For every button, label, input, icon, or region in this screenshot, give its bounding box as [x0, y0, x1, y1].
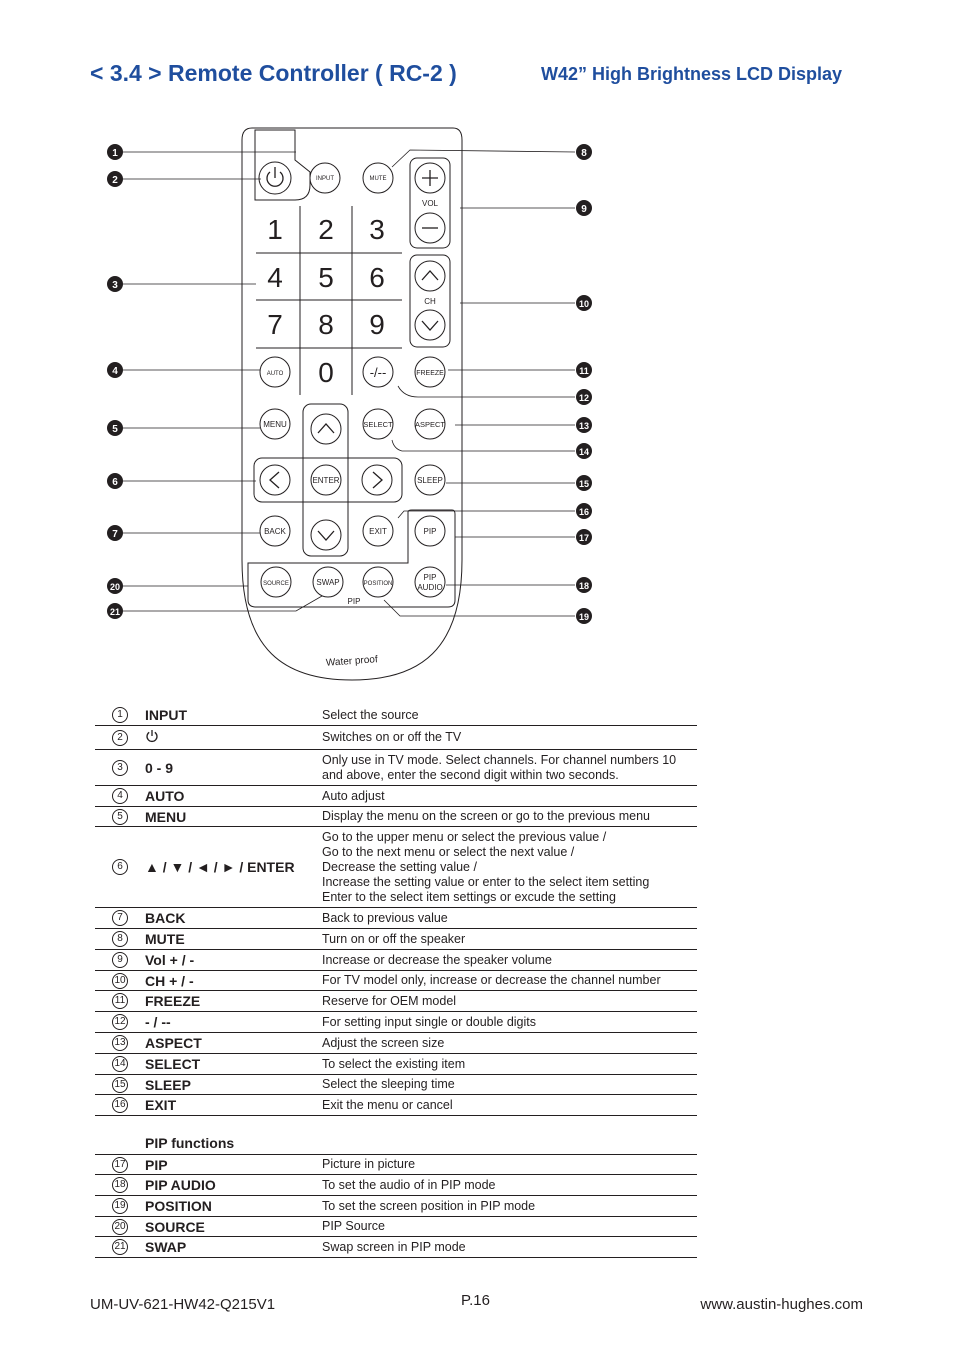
- ch-label: CH: [424, 297, 436, 306]
- button-description: [322, 830, 697, 905]
- aspect-label: ASPECT: [414, 420, 446, 429]
- description-line: For TV model only, increase or decrease the channel number: [322, 973, 661, 987]
- table-row: [95, 1054, 697, 1075]
- button-description: [322, 1077, 697, 1092]
- table-row: [95, 1237, 697, 1258]
- description-line: To select the existing item: [322, 1056, 466, 1071]
- button-function-table: [95, 705, 697, 1116]
- number-circle: 3: [112, 760, 128, 776]
- description-line: and above, enter the second digit within two seconds.: [322, 767, 619, 782]
- button-description: [322, 1240, 697, 1255]
- row-number: [95, 1239, 145, 1255]
- description-line: Decrease the setting value /: [322, 859, 477, 874]
- row-number: [95, 707, 145, 723]
- description-line: Picture in picture: [322, 1157, 416, 1171]
- button-name: MUTE: [145, 931, 185, 947]
- description-line: PIP Source: [322, 1219, 386, 1233]
- description-line: Display the menu on the screen or go to the previous menu: [322, 809, 650, 823]
- number-circle: 20: [112, 1219, 128, 1235]
- source-label: SOURCE: [263, 581, 289, 587]
- digit-0: 0: [318, 357, 334, 388]
- button-description: [322, 753, 697, 783]
- callout-markers: [107, 144, 592, 624]
- swap-label: SWAP: [316, 578, 340, 587]
- button-description: [322, 809, 697, 824]
- pip-function-table: [95, 1154, 697, 1258]
- left-button: [260, 465, 290, 495]
- table-row: [95, 786, 697, 807]
- number-circle: 5: [112, 809, 128, 825]
- position-label: POSITION: [363, 581, 393, 587]
- table-row: [95, 705, 697, 726]
- row-number: [95, 1077, 145, 1093]
- callout-12: 12: [578, 393, 590, 403]
- power-icon: [145, 729, 322, 746]
- back-label: BACK: [264, 527, 286, 536]
- callout-3: 3: [112, 280, 118, 291]
- row-number: [95, 760, 145, 776]
- exit-label: EXIT: [369, 527, 387, 536]
- description-line: To set the audio of in PIP mode: [322, 1177, 496, 1192]
- button-name: BACK: [145, 910, 186, 926]
- callout-18: 18: [578, 581, 590, 591]
- number-circle: 9: [112, 952, 128, 968]
- button-name: MENU: [145, 808, 187, 825]
- description-line: Only use in TV mode. Select channels. For channel numbers 10: [322, 752, 677, 767]
- button-description: [322, 1036, 697, 1051]
- button-name: SWAP: [145, 1239, 187, 1255]
- table-row: [95, 950, 697, 971]
- button-description: [322, 789, 697, 804]
- pip-audio-label-1: PIP: [423, 573, 437, 582]
- description-line: Increase or decrease the speaker volume: [322, 952, 552, 967]
- table-row: [95, 1217, 697, 1237]
- ch-down-button: [415, 310, 445, 340]
- number-circle: 10: [112, 973, 128, 989]
- digit-4: 4: [267, 262, 283, 293]
- button-name: EXIT: [145, 1097, 177, 1113]
- description-line: Go to the next menu or select the next value /: [322, 844, 575, 859]
- button-description: [322, 911, 697, 926]
- doc-id: UM-UV-621-HW42-Q215V1: [90, 1296, 276, 1313]
- description-line: Adjust the screen size: [322, 1035, 445, 1050]
- button-name: PIP AUDIO: [145, 1177, 216, 1193]
- description-line: Go to the upper menu or select the previous value /: [322, 829, 607, 844]
- callout-17: 17: [578, 533, 590, 543]
- row-number: [95, 1157, 145, 1173]
- digit-9: 9: [369, 309, 385, 340]
- up-button: [311, 414, 341, 444]
- row-number: [95, 1014, 145, 1030]
- description-line: Increase the setting value or enter to the select item setting: [322, 874, 650, 889]
- table-row: [95, 827, 697, 908]
- button-description: [322, 1199, 697, 1214]
- sleep-label: SLEEP: [417, 476, 443, 485]
- callout-14: 14: [578, 447, 590, 457]
- button-description: [322, 708, 697, 723]
- button-name: PIP: [145, 1156, 168, 1173]
- digit-6: 6: [369, 262, 385, 293]
- table-row: [95, 1196, 697, 1217]
- table-row: [95, 750, 697, 786]
- button-name: ASPECT: [145, 1035, 202, 1051]
- description-line: Select the source: [322, 707, 419, 722]
- digit-1: 1: [267, 214, 283, 245]
- description-line: Switches on or off the TV: [322, 730, 462, 744]
- button-description: [322, 730, 697, 745]
- description-line: Reserve for OEM model: [322, 993, 457, 1008]
- button-name: 0 - 9: [145, 759, 174, 776]
- digit-7: 7: [267, 309, 283, 340]
- model-title: W42” High Brightness LCD Display: [541, 64, 843, 84]
- row-number: [95, 809, 145, 825]
- mute-label: MUTE: [369, 176, 387, 182]
- button-name: SELECT: [145, 1056, 201, 1072]
- button-name: INPUT: [145, 707, 187, 723]
- callout-20: 20: [109, 582, 121, 592]
- table-row: [95, 908, 697, 929]
- right-button: [362, 465, 392, 495]
- button-description: [322, 1015, 697, 1030]
- callout-4: 4: [112, 366, 118, 377]
- number-circle: 8: [112, 931, 128, 947]
- table-row: [95, 1075, 697, 1095]
- vol-label: VOL: [421, 199, 439, 208]
- description-line: To set the screen position in PIP mode: [322, 1198, 536, 1213]
- description-line: Exit the menu or cancel: [322, 1097, 453, 1112]
- row-number: [95, 1177, 145, 1193]
- number-circle: 12: [112, 1014, 128, 1030]
- select-label: SELECT: [363, 420, 393, 429]
- table-row: [95, 971, 697, 991]
- button-name: SLEEP: [145, 1076, 191, 1093]
- callout-6: 6: [112, 477, 118, 488]
- table-row: [95, 1012, 697, 1033]
- description-line: For setting input single or double digits: [322, 1014, 537, 1029]
- number-circle: 16: [112, 1097, 128, 1113]
- table-row: [95, 929, 697, 950]
- description-line: Auto adjust: [322, 788, 385, 803]
- button-description: [322, 1178, 697, 1193]
- description-line: Back to previous value: [322, 910, 448, 925]
- digit-2: 2: [318, 214, 334, 245]
- number-circle: 14: [112, 1056, 128, 1072]
- callout-2: 2: [112, 175, 118, 186]
- row-number: [95, 993, 145, 1009]
- waterproof-label: Water proof: [325, 654, 379, 669]
- row-number: [95, 1035, 145, 1051]
- row-number: [95, 1097, 145, 1113]
- row-number: [95, 973, 145, 989]
- number-circle: 21: [112, 1239, 128, 1255]
- button-description: [322, 953, 697, 968]
- button-description: [322, 1157, 697, 1172]
- freeze-label: FREEZE: [416, 370, 444, 377]
- row-number: [95, 952, 145, 968]
- pip-label: PIP: [423, 527, 437, 536]
- number-circle: 13: [112, 1035, 128, 1051]
- callout-10: 10: [578, 299, 590, 309]
- power-icon: [267, 167, 283, 186]
- description-line: Select the sleeping time: [322, 1077, 455, 1091]
- button-description: [322, 1057, 697, 1072]
- number-circle: 2: [112, 730, 128, 746]
- button-name: POSITION: [145, 1198, 212, 1214]
- pip-group-label: PIP: [347, 597, 361, 606]
- button-description: [322, 994, 697, 1009]
- description-line: Swap screen in PIP mode: [322, 1239, 466, 1254]
- callout-1: 1: [112, 148, 118, 159]
- dash-label: -/--: [369, 365, 387, 380]
- down-button: [311, 520, 341, 550]
- row-number: [95, 859, 145, 875]
- table-row: [95, 1095, 697, 1116]
- digit-8: 8: [318, 309, 334, 340]
- description-line: Turn on or off the speaker: [322, 931, 466, 946]
- auto-label: AUTO: [266, 371, 284, 377]
- number-circle: 4: [112, 788, 128, 804]
- table-row: [95, 726, 697, 750]
- button-description: [322, 1219, 697, 1234]
- number-circle: 7: [112, 910, 128, 926]
- pip-audio-button: [415, 567, 445, 597]
- button-name: AUTO: [145, 788, 185, 804]
- pip-audio-label-2: AUDIO: [417, 583, 443, 592]
- row-number: [95, 1219, 145, 1235]
- row-number: [95, 788, 145, 804]
- menu-label: MENU: [263, 420, 287, 429]
- ch-up-button: [415, 261, 445, 291]
- pip-functions-heading: PIP functions: [145, 1135, 235, 1151]
- callout-11: 11: [579, 366, 589, 376]
- row-number: [95, 1198, 145, 1214]
- callout-8: 8: [581, 148, 587, 159]
- number-circle: 19: [112, 1198, 128, 1214]
- callout-9: 9: [581, 204, 587, 215]
- row-number: [95, 1056, 145, 1072]
- table-row: [95, 1175, 697, 1196]
- button-name: CH + / -: [145, 972, 194, 989]
- number-circle: 17: [112, 1157, 128, 1173]
- table-row: [95, 1033, 697, 1054]
- website: www.austin-hughes.com: [700, 1296, 863, 1313]
- row-number: [95, 910, 145, 926]
- number-circle: 15: [112, 1077, 128, 1093]
- number-circle: 6: [112, 859, 128, 875]
- digit-3: 3: [369, 214, 385, 245]
- description-line: Enter to the select item settings or excude the setting: [322, 889, 616, 904]
- callout-7: 7: [112, 529, 118, 540]
- row-number: [95, 730, 145, 746]
- button-name: SOURCE: [145, 1218, 205, 1235]
- page-number: P.16: [461, 1292, 490, 1309]
- number-circle: 18: [112, 1177, 128, 1193]
- button-name: - / --: [145, 1014, 171, 1030]
- number-circle: 1: [112, 707, 128, 723]
- table-row: [95, 807, 697, 827]
- callout-21: 21: [109, 607, 121, 617]
- callout-13: 13: [578, 421, 590, 431]
- callout-5: 5: [112, 424, 118, 435]
- callout-15: 15: [578, 479, 590, 489]
- button-description: [322, 1098, 697, 1113]
- button-description: [322, 973, 697, 988]
- number-circle: 11: [112, 993, 128, 1009]
- callout-16: 16: [578, 507, 590, 517]
- table-row: [95, 991, 697, 1012]
- callout-19: 19: [578, 612, 590, 622]
- row-number: [95, 931, 145, 947]
- table-row: [95, 1154, 697, 1175]
- button-name: ▲ / ▼ / ◄ / ► / ENTER: [145, 859, 295, 875]
- input-label: INPUT: [316, 176, 334, 182]
- button-name: Vol + / -: [145, 952, 195, 968]
- enter-label: ENTER: [312, 476, 340, 485]
- button-name: FREEZE: [145, 993, 201, 1009]
- digit-5: 5: [318, 262, 334, 293]
- page-title: < 3.4 > Remote Controller ( RC-2 ): [90, 60, 457, 86]
- button-description: [322, 932, 697, 947]
